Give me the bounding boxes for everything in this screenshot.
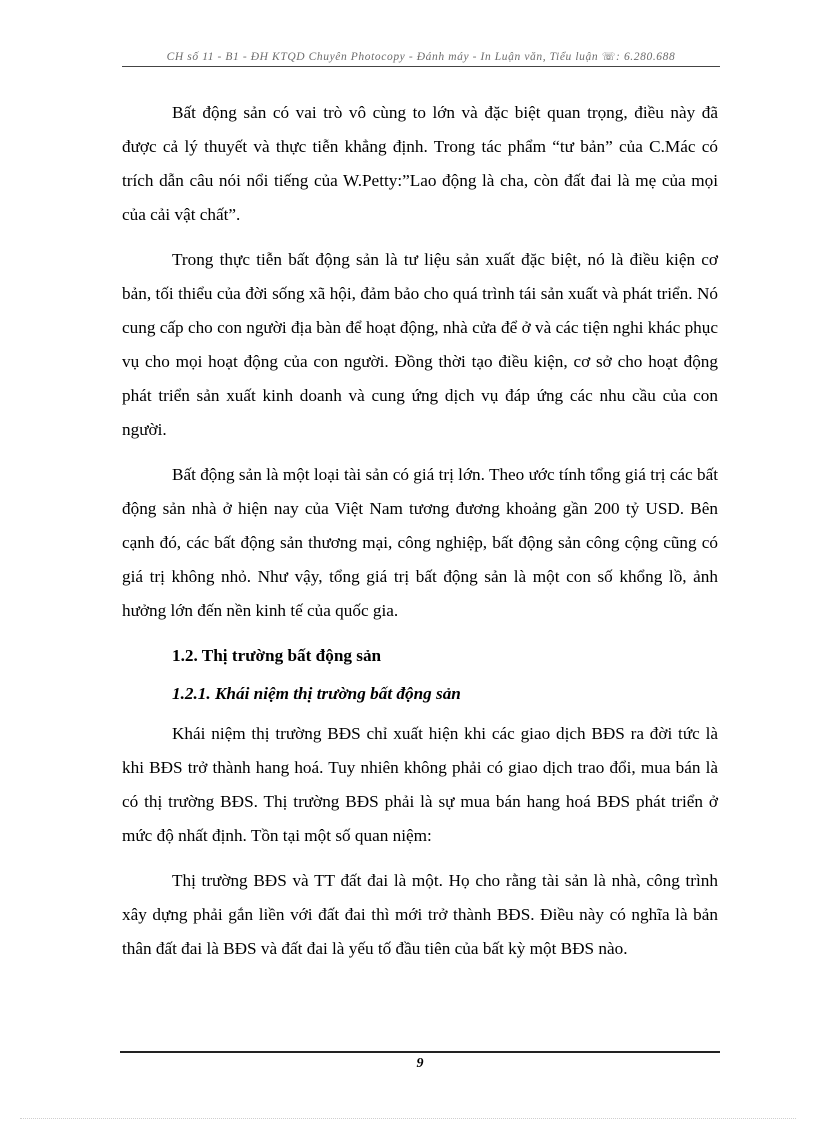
paragraph-1: Bất động sản có vai trò vô cùng to lớn và đặc biệt quan trọng, điều này đã được cả lý thuyết và thực tiễn khẳng định. Trong tác phẩm “tư bản” của C.Mác có trích dẫn câu nói nổi tiếng của W.Petty:”Lao động là cha, còn đất đai là mẹ của mọi của cải vật chất”. (122, 103, 718, 224)
paragraph-2: Trong thực tiễn bất động sản là tư liệu sản xuất đặc biệt, nó là điều kiện cơ bản, tối thiểu của đời sống xã hội, đảm bảo cho quá trình tái sản xuất và phát triển. Nó cung cấp cho con người địa bàn để hoạt động, nhà cửa để ở và các tiện nghi khác phục vụ cho mọi hoạt động của con người. Đồng thời tạo điều kiện, cơ sở cho hoạt động phát triển sản xuất kinh doanh và cung ứng dịch vụ đáp ứng các nhu cầu của con người. (122, 250, 718, 439)
paragraph-3: Bất động sản là một loại tài sản có giá trị lớn. Theo ước tính tổng giá trị các bất động sản nhà ở hiện nay của Việt Nam tương đương khoảng gần 200 tỷ USD. Bên cạnh đó, các bất động sản thương mại, công nghiệp, bất động sản công cộng cũng có giá trị không nhỏ. Như vậy, tổng giá trị bất động sản là một con số khổng lồ, ảnh hưởng lớn đến nền kinh tế của quốc gia. (122, 465, 718, 620)
footer-divider (120, 1051, 720, 1053)
header-text: CH số 11 - B1 - ĐH KTQD Chuyên Photocopy - Đánh máy - In Luận văn, Tiểu luận (166, 51, 599, 63)
paragraph-4: Khái niệm thị trường BĐS chỉ xuất hiện khi các giao dịch BĐS ra đời tức là khi BĐS trở thành hang hoá. Tuy nhiên không phải có giao dịch trao đổi, mua bán là có thị trường BĐS. Thị trường BĐS phải là sự mua bán hang hoá BĐS phát triển ở mức độ nhất định. Tồn tại một số quan niệm: (122, 724, 718, 845)
page-header (122, 48, 720, 67)
telephone-icon: ☏ (601, 51, 617, 63)
subsection-heading: 1.2.1. Khái niệm thị trường bất động sản (172, 684, 461, 703)
paragraph-5: Thị trường BĐS và TT đất đai là một. Họ cho rằng tài sản là nhà, công trình xây dựng phải gắn liền với đất đai thì mới trở thành BĐS. Điều này có nghĩa là bản thân đất đai là BĐS và đất đai là yếu tố đầu tiên của bất kỳ một BĐS nào. (122, 871, 718, 958)
page-body (122, 96, 718, 977)
page-bottom-edge (20, 1118, 796, 1119)
page-number: 9 (416, 1056, 424, 1071)
header-phone: : 6.280.688 (616, 51, 676, 63)
section-heading: 1.2. Thị trường bất động sản (172, 646, 382, 665)
